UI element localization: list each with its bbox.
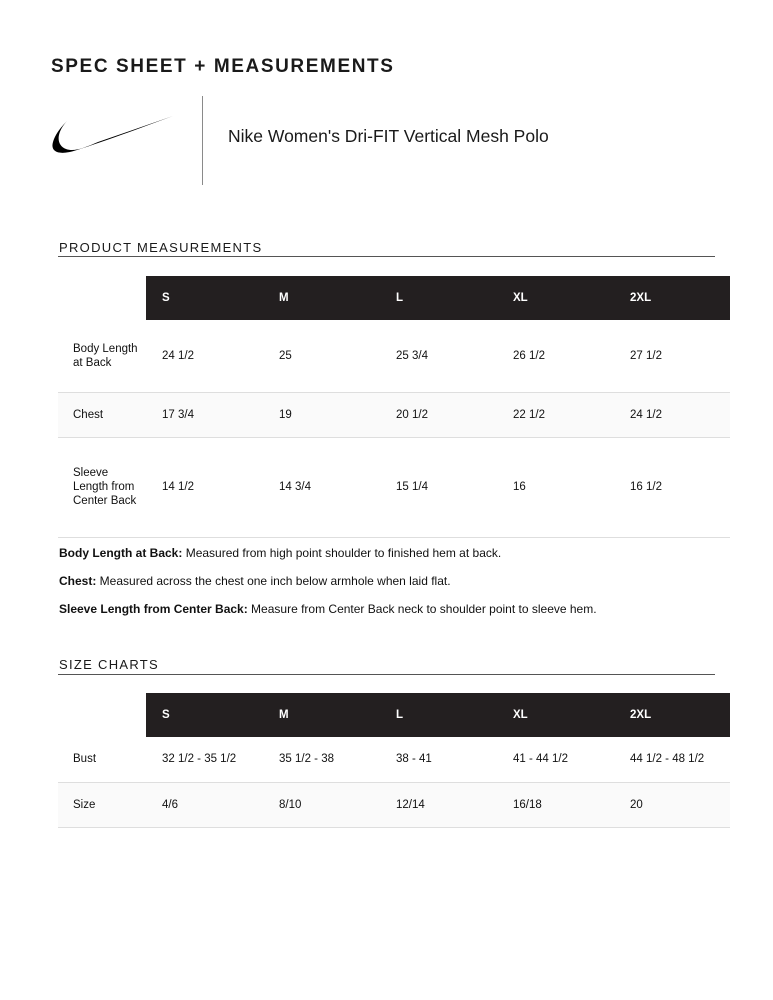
note-item — [59, 546, 597, 561]
note-term: Body Length at Back: — [59, 546, 183, 560]
table-cell: 15 1/4 — [380, 437, 497, 537]
product-measurements-heading: PRODUCT MEASUREMENTS — [59, 240, 263, 255]
table-cell: 20 1/2 — [380, 392, 497, 437]
table-row — [58, 392, 730, 437]
size-header: L — [380, 276, 497, 320]
size-header: M — [263, 276, 380, 320]
table-cell: 26 1/2 — [497, 320, 614, 392]
size-header: 2XL — [614, 276, 730, 320]
note-item — [59, 602, 597, 617]
header-divider — [202, 96, 203, 185]
table-row — [58, 320, 730, 392]
product-measurements-table — [58, 276, 730, 538]
header-blank-cell — [58, 276, 146, 320]
table-cell: 44 1/2 - 48 1/2 — [614, 737, 730, 782]
size-chart-table — [58, 693, 730, 828]
table-cell: 24 1/2 — [614, 392, 730, 437]
table-cell: 16/18 — [497, 782, 614, 827]
size-header: M — [263, 693, 380, 737]
table-cell: 8/10 — [263, 782, 380, 827]
page-title: SPEC SHEET + MEASUREMENTS — [51, 56, 395, 77]
table-cell: 25 3/4 — [380, 320, 497, 392]
table-cell: 25 — [263, 320, 380, 392]
table-cell: 14 3/4 — [263, 437, 380, 537]
table-cell: 35 1/2 - 38 — [263, 737, 380, 782]
header-blank-cell — [58, 693, 146, 737]
note-term: Chest: — [59, 574, 97, 588]
table-cell: 24 1/2 — [146, 320, 263, 392]
row-label: Size — [58, 782, 146, 827]
table-cell: 16 — [497, 437, 614, 537]
note-text: Measure from Center Back neck to shoulder point to sleeve hem. — [247, 602, 597, 616]
table-cell: 32 1/2 - 35 1/2 — [146, 737, 263, 782]
row-label: Sleeve Length from Center Back — [58, 437, 146, 537]
size-header: 2XL — [614, 693, 730, 737]
section-rule — [58, 674, 715, 675]
size-header: S — [146, 693, 263, 737]
row-label: Chest — [58, 392, 146, 437]
table-row — [58, 737, 730, 782]
note-term: Sleeve Length from Center Back: — [59, 602, 248, 616]
table-cell: 20 — [614, 782, 730, 827]
table-cell: 41 - 44 1/2 — [497, 737, 614, 782]
note-text: Measured from high point shoulder to finished hem at back. — [182, 546, 502, 560]
table-cell: 16 1/2 — [614, 437, 730, 537]
table-cell: 22 1/2 — [497, 392, 614, 437]
table-row — [58, 782, 730, 827]
table-cell: 4/6 — [146, 782, 263, 827]
note-text: Measured across the chest one inch below armhole when laid flat. — [96, 574, 451, 588]
table-header-row — [58, 276, 730, 320]
table-cell: 12/14 — [380, 782, 497, 827]
note-item — [59, 574, 597, 589]
section-rule — [58, 256, 715, 257]
table-cell: 27 1/2 — [614, 320, 730, 392]
table-header-row — [58, 693, 730, 737]
row-label: Bust — [58, 737, 146, 782]
table-cell: 17 3/4 — [146, 392, 263, 437]
table-cell: 38 - 41 — [380, 737, 497, 782]
size-header: L — [380, 693, 497, 737]
measurement-notes — [59, 546, 597, 630]
table-row — [58, 437, 730, 537]
size-header: XL — [497, 276, 614, 320]
nike-swoosh-icon — [50, 112, 176, 162]
table-cell: 14 1/2 — [146, 437, 263, 537]
size-header: XL — [497, 693, 614, 737]
size-charts-heading: SIZE CHARTS — [59, 657, 160, 672]
size-header: S — [146, 276, 263, 320]
table-cell: 19 — [263, 392, 380, 437]
row-label: Body Length at Back — [58, 320, 146, 392]
product-name: Nike Women's Dri-FIT Vertical Mesh Polo — [228, 126, 549, 146]
